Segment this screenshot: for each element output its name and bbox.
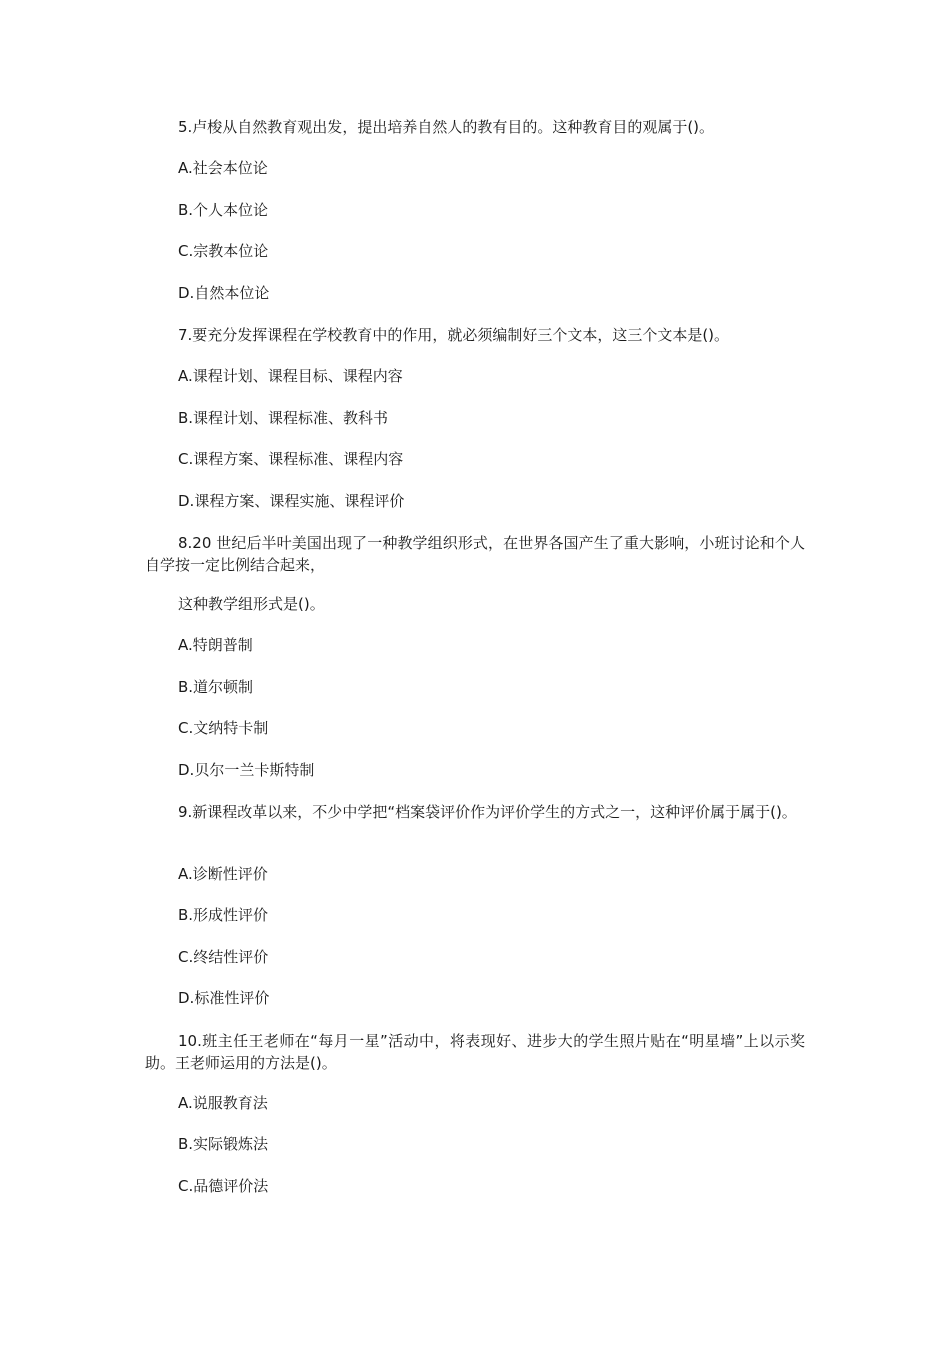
question-stem: 9.新课程改革以来，不少中学把“档案袋评价作为评价学生的方式之一，这种评价属于属于()。 xyxy=(178,803,797,821)
option-c: C.终结性评价 xyxy=(178,948,269,966)
option-c: C.课程方案、课程标准、课程内容 xyxy=(178,450,404,468)
option-a: A.课程计划、课程目标、课程内容 xyxy=(178,367,403,385)
option-c: C.品德评价法 xyxy=(178,1177,269,1195)
question-stem: 8.20 世纪后半叶美国出现了一种教学组织形式，在世界各国产生了重大影响，小班讨论和个人自学按一定比例结合起来， xyxy=(145,534,805,574)
option-a: A.说服教育法 xyxy=(178,1094,268,1112)
option-b: B.道尔顿制 xyxy=(178,678,254,696)
option-c: C.文纳特卡制 xyxy=(178,719,269,737)
option-a: A.特朗普制 xyxy=(178,636,253,654)
option-b: B.课程计划、课程标准、教科书 xyxy=(178,409,389,427)
option-d: D.课程方案、课程实施、课程评价 xyxy=(178,492,405,510)
question-stem: 7.要充分发挥课程在学校教育中的作用，就必须编制好三个文本，这三个文本是()。 xyxy=(178,326,730,344)
option-d: D.自然本位论 xyxy=(178,284,270,302)
option-a: A.诊断性评价 xyxy=(178,865,268,883)
option-d: D.贝尔一兰卡斯特制 xyxy=(178,761,315,779)
option-d: D.标准性评价 xyxy=(178,989,270,1007)
option-c: C.宗教本位论 xyxy=(178,242,269,260)
question-stem-continued: 这种教学组形式是()。 xyxy=(178,595,325,613)
question-stem: 5.卢梭从自然教育观出发，提出培养自然人的教有目的。这种教育目的观属于()。 xyxy=(178,118,715,136)
option-b: B.形成性评价 xyxy=(178,906,269,924)
option-a: A.社会本位论 xyxy=(178,159,268,177)
option-b: B.实际锻炼法 xyxy=(178,1135,269,1153)
question-stem: 10.班主任王老师在“每月一星”活动中，将表现好、进步大的学生照片贴在“明星墙”上以示奖助。王老师运用的方法是()。 xyxy=(145,1032,805,1072)
option-b: B.个人本位论 xyxy=(178,201,269,219)
